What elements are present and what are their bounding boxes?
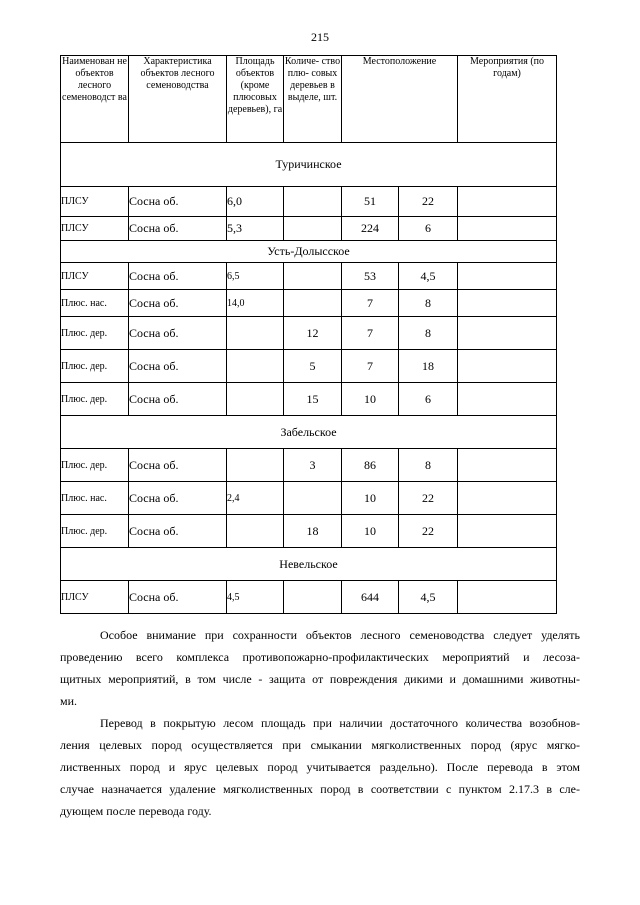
cell-characteristic: Сосна об. bbox=[129, 383, 227, 416]
paragraph-protection bbox=[60, 624, 580, 712]
cell-location-plot: 8 bbox=[399, 290, 458, 317]
cell-measures bbox=[458, 350, 557, 383]
paragraph-line: проведению всего комплекса противопожарно-профилактических мероприятий и лесоза- bbox=[60, 650, 580, 664]
table-row bbox=[61, 383, 557, 416]
cell-object-type: Плюс. дер. bbox=[61, 317, 129, 350]
cell-location-quarter: 644 bbox=[342, 581, 399, 614]
cell-location-quarter: 7 bbox=[342, 317, 399, 350]
header-area: Площадь объектов (кроме плюсовых деревьев), га bbox=[227, 56, 284, 143]
cell-tree-count: 12 bbox=[284, 317, 342, 350]
section-title: Усть-Долысское bbox=[61, 241, 557, 263]
table-header-row bbox=[61, 56, 557, 143]
table-row bbox=[61, 350, 557, 383]
cell-location-quarter: 53 bbox=[342, 263, 399, 290]
cell-area: 6,0 bbox=[227, 187, 284, 217]
cell-tree-count bbox=[284, 290, 342, 317]
cell-location-quarter: 10 bbox=[342, 515, 399, 548]
page-number: 215 bbox=[311, 30, 329, 44]
cell-object-type: ПЛСУ bbox=[61, 263, 129, 290]
table-row bbox=[61, 482, 557, 515]
cell-object-type: Плюс. дер. bbox=[61, 350, 129, 383]
cell-measures bbox=[458, 515, 557, 548]
cell-location-plot: 22 bbox=[399, 482, 458, 515]
cell-characteristic: Сосна об. bbox=[129, 263, 227, 290]
paragraph-transfer bbox=[60, 712, 580, 822]
header-count: Количе- ство плю- совых деревьев в выделе, шт. bbox=[284, 56, 342, 143]
cell-tree-count bbox=[284, 217, 342, 241]
section-title: Забельское bbox=[61, 416, 557, 449]
header-measures: Мероприятия (по годам) bbox=[458, 56, 557, 143]
cell-area: 14,0 bbox=[227, 290, 284, 317]
cell-area bbox=[227, 515, 284, 548]
cell-object-type: ПЛСУ bbox=[61, 581, 129, 614]
cell-location-plot: 8 bbox=[399, 317, 458, 350]
cell-area: 4,5 bbox=[227, 581, 284, 614]
cell-location-quarter: 86 bbox=[342, 449, 399, 482]
paragraph-line: ми. bbox=[60, 694, 78, 708]
cell-location-quarter: 51 bbox=[342, 187, 399, 217]
cell-location-plot: 6 bbox=[399, 383, 458, 416]
cell-measures bbox=[458, 217, 557, 241]
table-row bbox=[61, 449, 557, 482]
cell-location-quarter: 10 bbox=[342, 383, 399, 416]
cell-object-type: Плюс. нас. bbox=[61, 290, 129, 317]
section-row bbox=[61, 416, 557, 449]
table-row bbox=[61, 581, 557, 614]
table-row bbox=[61, 515, 557, 548]
cell-area: 6,5 bbox=[227, 263, 284, 290]
cell-characteristic: Сосна об. bbox=[129, 449, 227, 482]
cell-tree-count: 15 bbox=[284, 383, 342, 416]
paragraph-line: случае назначается удаление мягколиственных пород в соответствии с пунктом 2.17.3 в сле- bbox=[60, 782, 580, 796]
cell-characteristic: Сосна об. bbox=[129, 290, 227, 317]
cell-characteristic: Сосна об. bbox=[129, 581, 227, 614]
table-row bbox=[61, 317, 557, 350]
cell-location-quarter: 7 bbox=[342, 350, 399, 383]
cell-location-plot: 4,5 bbox=[399, 581, 458, 614]
cell-location-plot: 4,5 bbox=[399, 263, 458, 290]
cell-location-quarter: 10 bbox=[342, 482, 399, 515]
header-location: Местоположение bbox=[342, 56, 458, 143]
cell-tree-count: 5 bbox=[284, 350, 342, 383]
cell-measures bbox=[458, 290, 557, 317]
section-row bbox=[61, 143, 557, 187]
cell-area bbox=[227, 317, 284, 350]
cell-location-plot: 22 bbox=[399, 187, 458, 217]
section-title: Туричинское bbox=[61, 143, 557, 187]
cell-tree-count bbox=[284, 581, 342, 614]
cell-location-plot: 8 bbox=[399, 449, 458, 482]
paragraph-line: Особое внимание при сохранности объектов лесного семеноводства следует уделять bbox=[100, 628, 580, 642]
cell-measures bbox=[458, 317, 557, 350]
cell-object-type: Плюс. нас. bbox=[61, 482, 129, 515]
header-characteristic: Характеристика объектов лесного семеноводства bbox=[129, 56, 227, 143]
cell-area bbox=[227, 383, 284, 416]
paragraph-line: Перевод в покрытую лесом площадь при наличии достаточного количества возобнов- bbox=[100, 716, 580, 730]
cell-characteristic: Сосна об. bbox=[129, 217, 227, 241]
paragraph-line: щитных мероприятий, в том числе - защита от повреждения дикими и домашними животны- bbox=[60, 672, 580, 686]
table-row bbox=[61, 217, 557, 241]
cell-characteristic: Сосна об. bbox=[129, 482, 227, 515]
cell-tree-count bbox=[284, 263, 342, 290]
table-row bbox=[61, 187, 557, 217]
section-row bbox=[61, 241, 557, 263]
cell-location-plot: 18 bbox=[399, 350, 458, 383]
paragraph-line: дующем после перевода году. bbox=[60, 804, 212, 818]
seed-objects-table bbox=[60, 55, 557, 614]
cell-location-plot: 6 bbox=[399, 217, 458, 241]
cell-characteristic: Сосна об. bbox=[129, 317, 227, 350]
paragraph-line: лиственных пород и ярус целевых пород учитывается раздельно). После перевода в этом bbox=[60, 760, 580, 774]
cell-measures bbox=[458, 187, 557, 217]
cell-tree-count: 18 bbox=[284, 515, 342, 548]
cell-location-quarter: 224 bbox=[342, 217, 399, 241]
cell-measures bbox=[458, 263, 557, 290]
table-row bbox=[61, 263, 557, 290]
cell-tree-count bbox=[284, 187, 342, 217]
cell-location-plot: 22 bbox=[399, 515, 458, 548]
cell-area: 5,3 bbox=[227, 217, 284, 241]
cell-measures bbox=[458, 482, 557, 515]
section-row bbox=[61, 548, 557, 581]
cell-characteristic: Сосна об. bbox=[129, 350, 227, 383]
section-title: Невельское bbox=[61, 548, 557, 581]
cell-area bbox=[227, 350, 284, 383]
cell-measures bbox=[458, 581, 557, 614]
cell-measures bbox=[458, 449, 557, 482]
cell-characteristic: Сосна об. bbox=[129, 515, 227, 548]
table-row bbox=[61, 290, 557, 317]
cell-area: 2,4 bbox=[227, 482, 284, 515]
paragraph-line: ления целевых пород осуществляется при смыкании мягколиственных пород (ярус мягко- bbox=[60, 738, 580, 752]
cell-measures bbox=[458, 383, 557, 416]
cell-characteristic: Сосна об. bbox=[129, 187, 227, 217]
cell-object-type: Плюс. дер. bbox=[61, 449, 129, 482]
cell-object-type: Плюс. дер. bbox=[61, 515, 129, 548]
cell-object-type: Плюс. дер. bbox=[61, 383, 129, 416]
cell-area bbox=[227, 449, 284, 482]
cell-object-type: ПЛСУ bbox=[61, 187, 129, 217]
cell-object-type: ПЛСУ bbox=[61, 217, 129, 241]
cell-tree-count bbox=[284, 482, 342, 515]
cell-location-quarter: 7 bbox=[342, 290, 399, 317]
header-type: Наименован не объектов лесного семеноводст ва bbox=[61, 56, 129, 143]
cell-tree-count: 3 bbox=[284, 449, 342, 482]
